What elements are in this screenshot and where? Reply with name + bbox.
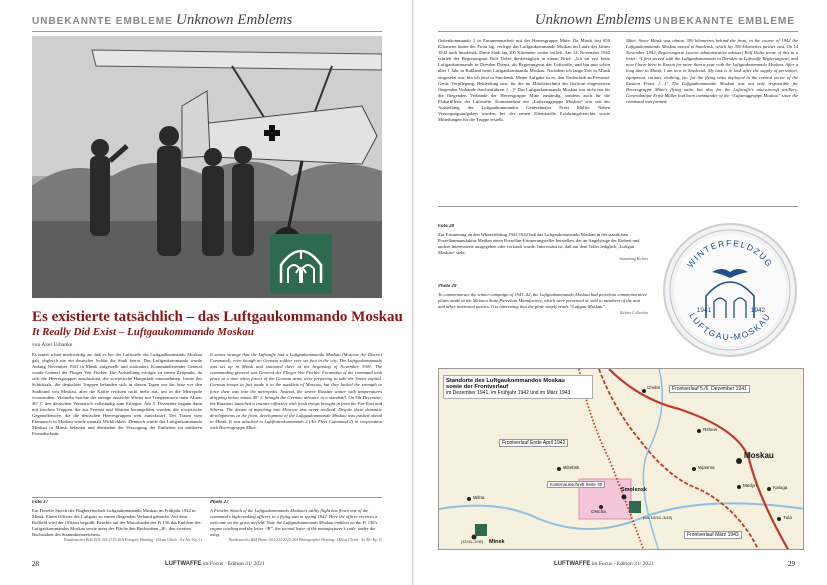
page-number: 29 <box>788 560 795 568</box>
plate-top-text: WINTERFELDZUG <box>684 237 776 270</box>
right-page <box>414 0 827 585</box>
running-head-caps: UNBEKANNTE EMBLEME <box>654 16 795 27</box>
page-number: 28 <box>32 560 39 568</box>
caption-text: Zur Erinnerung an den Winterfeldzug 1941/1942 ließ das Luftgaukommando Moskau in der staatlichen Porzellanmanufaktur Meißen einen Porzellan-Erinnerungsteller herstellen, der an Angehörige der Einheit und andere Interessierte ausgegeben oder verkauft wurde. Interessant ist, daß auf dem Teller lediglich „Luftgau Moskau“ steht. <box>438 231 640 255</box>
section-rule <box>438 206 798 207</box>
caption-text: A Fieseler Storch of the Luftgaukommando Moskau’s utility flight has flown one of the command’s high-ranking officers to a flying unit in spring 1942. Here the officer receives a welcome on the grass airfield. Note the Luftgaukommando Moskau emblem on the Fi 156’s engine cowling and the letter “B”, the second letter of the manufacturer’s code, under the wing. <box>210 507 378 537</box>
map-city-wjasma: Wjasma <box>698 465 715 470</box>
running-head <box>535 12 795 29</box>
caption-text: Ein Fieseler Storch der Flugbereitschaft Luftgaukommando Moskau im Frühjahr 1942 in Minsk. Einen Offizier des Luftgaus zu einem fliegenden Verband gebracht. Auf dem Rollfeld wird der Offizier begrüßt. Beachte auf der Motorhaube des Fi 156 das Emblem des Luftgaukommandos Moskau sowie unter der Fläche den Buchstaben „B“, den zweiten Buchstaben des Stammkennzeichens. <box>32 507 201 537</box>
body-column-german: flottenkommando 2 in Zusammenarbeit mit der Heeresgruppe Mitte. Da Minsk fast 650 Kilometer hinter der Front lag, verlegte das Luftgaukommando Moskau im Laufe des Jahres 1942 nach Smolensk. Diese Stadt lag 300 Kilometer weiter östlich. Am 14. November 1942 schrieb der Regierungsrat Rolf Dolze diesbezüglich in einem Brief: „Ich sat erst beim Luftgaukommando in Dresden Dienst, als Regierungsrat der Luftwaffe, und bin nun schon über 1 Jahr in Rußland beim Luftgaukommando Moskau. Nachdem ich lange Zeit in Minsk eingesetzt war, bin ich jetzt in Smolensk. Meine Aufgabe ist es, den Nachschub an Personal, Gerät, Verpflegung, Bekleidung usw. für die im Mittelabschnitt der Ostfront eingesetzten fliegenden Verbände durchzuführen. […]“ Das Luftgaukommando Moskau war nicht nur für die fliegenden Verbände der Heeresgruppe Mitte zuständig, sondern auch für die Flakartillerie der Luftwaffe. Kommandeur der „Luftzeuggruppe Moskau“ war seit der Aufstellung des Luftgaukommandos Generalmajor Ernst Müller. Neben Versorgungsaufgaben wurden bei der neuen Dienststelle Erfahrungsberichte sowie Mitteilungen für die Truppe erstellt. <box>438 38 610 123</box>
caption-title: Foto 27 <box>32 500 48 505</box>
caption-title: Photo 28 <box>438 284 457 289</box>
running-head-italic: Unknown Emblems <box>534 12 651 28</box>
article-subhead: It Really Did Exist – Luftgaukommando Moskau <box>32 326 254 338</box>
caption-text: To commemorate the winter campaign of 1941–42, the Luftgaukommando Moskau had porcelain commemorative plates made at the Meissen State Porcelain Manufactory, which were presented or sold to members of the unit and other interested parties. It is interesting that the plate simply reads “Luftgau-Moskau”. <box>438 291 647 309</box>
kremlin-emblem-icon <box>278 243 324 285</box>
body-column-german: Es mutet schon merkwürdig an, daß es bei der Luftwaffe ein Luftgaukommando Moskau gab, obgleich nie ein deutscher Soldat die Stadt betrat. Das Luftgaukommando wurde Anfang November 1941 in Minsk aufgestellt und stationiert. Kommandierender General wurde General der Flieger Veit Fischer. Die Aufstellung erfolgte zu einem Zeitpunkt, da sich die Heeresgruppen anschickten, die sowjetische Hauptstadt einzunehmen. Ironie des Schicksals, die deutschen Truppen befanden sich in diesen Tagen nur bis kurz vor den Stadtrand von Moskau, aber die Kräfte reichten nicht mehr aus, um in die Metropole vorzustoßen. Vielmehr brachte der strenge russische Winter mit Temperaturen unter Minus 40° C den deutschen Vormarsch vollständig zum Erliegen. Am 5. Dezember begann dann mit frischen Truppen, die aus Fernost und Sibirien herangeführt wurden, die sowjetische Gegenoffensive, die die deutschen Heeresgruppen weit zurückwarf. Der Traum vom Einmarsch in Moskau wurde niemals Wirklichkeit. Dennoch wurde das Luftgaukommando Moskau in Minsk belassen und übernahm die Versorgung der Einheiten im mittleren Frontabschnitt. <box>32 352 202 437</box>
article-headline: Es existierte tatsächlich – das Luftgaukommando Moskau <box>32 309 403 325</box>
map-label-smolensk-period: (ca. 10/42–3/43) <box>643 515 673 520</box>
map-label-minsk-period: (11/41–3/42) <box>461 539 484 544</box>
running-head <box>32 12 292 29</box>
map-title-box <box>443 375 593 399</box>
caption-credit: Bundesarchiv Bild Photo 101I-323-2725-26A Photographer Henning · (Klaus Ulrich · Ax Alt.-Kp. 1) <box>229 538 382 543</box>
header-rule <box>32 31 382 32</box>
map-emblem-minsk <box>475 524 487 536</box>
running-head-caps: UNBEKANNTE EMBLEME <box>32 16 173 27</box>
caption-credit: Bundesarchiv Bild 101I-323-2725-26A Fotograf: Henning · (Klaus Ulrich · Ax Alt.-Kp. 1) <box>64 538 202 543</box>
footer-edition: im Focus · Edition 31/ 2021 <box>202 561 265 567</box>
plate-bottom-text: LUFTGAU-MOSKAU <box>687 310 773 343</box>
map-label-reference: Kartenausschnitt Seite 30 <box>547 481 605 488</box>
map-city-wilna: Wilna <box>473 495 485 500</box>
emblem-badge <box>270 234 332 294</box>
caption-german <box>32 500 202 556</box>
map-city-orscha: Orscha <box>591 509 606 514</box>
caption-title: Foto 28 <box>438 224 454 229</box>
footer-edition: im Focus · Edition 31/ 2021 <box>591 561 654 567</box>
map-city-tula: Tula <box>783 515 792 520</box>
map-title-3: im Dezember 1941, im Frühjahr 1942 und im März 1943 <box>446 390 571 396</box>
front-line-map <box>438 368 804 550</box>
map-city-cholm: Cholm <box>647 385 661 390</box>
footer-publication <box>554 561 654 567</box>
caption-english <box>438 284 648 340</box>
map-city-rshew: Rshew <box>703 427 718 432</box>
footer-publication <box>165 561 265 567</box>
caption-english <box>210 500 382 556</box>
caption-credit: Richter Collection <box>620 310 648 315</box>
caption-rule <box>32 497 382 498</box>
map-title-1: Standorte des Luftgaukommandos Moskau <box>446 378 565 384</box>
map-city-witebsk: Witebsk <box>563 465 580 470</box>
map-city-minsk: Minsk <box>489 539 505 545</box>
byline: von Axel Urbanke <box>32 342 73 348</box>
plate-year-right: 1942 <box>750 307 766 314</box>
map-label-front-1941: Frontverlauf 5./6. Dezember 1941 <box>669 385 750 393</box>
map-city-moskau: Moskau <box>744 451 774 460</box>
map-city-medyn: Medyn <box>743 483 757 488</box>
plate-year-left: 1941 <box>696 307 712 314</box>
map-label-front-1943: Frontverlauf März 1943 <box>684 531 742 539</box>
footer-brand: LUFTWAFFE <box>165 561 202 567</box>
header-rule <box>438 31 798 32</box>
map-city-kaluga: Kaluga <box>773 485 788 490</box>
map-label-front-1942: Frontverlauf Ende April 1942 <box>499 439 568 447</box>
body-column-english: It seems strange that the Luftwaffe had a Luftgaukommando Moskau (Moscow Air District Command), even though no German soldier ever set foot in the city. The Luftgaukommando was set up in Minsk and stationed there at the beginning of November 1941. The commanding general was General der Flieger Veit Fischer. Formation of the command took place at a time when forces of the German army were preparing to take the Soviet capital. German troops in fact made it to the outskirts of Moscow, but they lacked the strength to force their way into the metropolis. Instead, the severe Russian winter with temperatures dropping below minus 40° C brought the German advance to a standstill. On 5th December, the Russians launched a counter-offensive with fresh troops brought in from the Far East and Siberia. The dream of marching into Moscow was never realised. Despite these dramatic developments at the front, development of the Luftgaukommando Moskau was pushed ahead in Minsk. It was attached to Luftflottenkommando 2 (Air Fleet Command 2) in cooperation with Heeresgruppe Mitte. <box>210 352 382 431</box>
caption-title: Photo 27 <box>210 500 229 505</box>
map-city-smolensk: Smolensk <box>621 487 647 493</box>
caption-german <box>438 224 648 280</box>
left-page <box>0 0 413 585</box>
caption-credit: Sammlung Richter <box>619 256 648 261</box>
commemorative-plate <box>662 222 798 358</box>
running-head-italic: Unknown Emblems <box>176 12 293 28</box>
footer-brand: LUFTWAFFE <box>554 561 591 567</box>
map-emblem-smolensk <box>629 501 641 513</box>
map-title-2: sowie der Frontverlauf <box>446 384 509 390</box>
body-column-english: Mitte. Since Minsk was almost 390 kilometres behind the front, in the course of 1942 the Luftgaukommando Moskau moved to Smolensk, which lay 300 kilometres further east. On 14 November 1942, Regierungsrat (senior administrative adviser) Rolf Dolze wrote of this in a letter: “I first served with the Luftgaukommando in Dresden as Luftwaffe Regierungsrat, and now I have been in Russia for more than a year with the Luftgaukommando Moskau. After a long time in Minsk, I am now in Smolensk. My task is to look after the supply of personnel, equipment, rations, clothing, etc. for the flying units deployed in the central sector of the Eastern Front. […]” The Luftgaukommando Moskau was not only responsible for Heeresgruppe Mitte’s flying units, but also for the Luftwaffe’s anti-aircraft artillery. Generalmajor Ernst Müller had been commander of the “Luftzeuggruppe Moskau” since the command was formed. <box>626 38 798 104</box>
